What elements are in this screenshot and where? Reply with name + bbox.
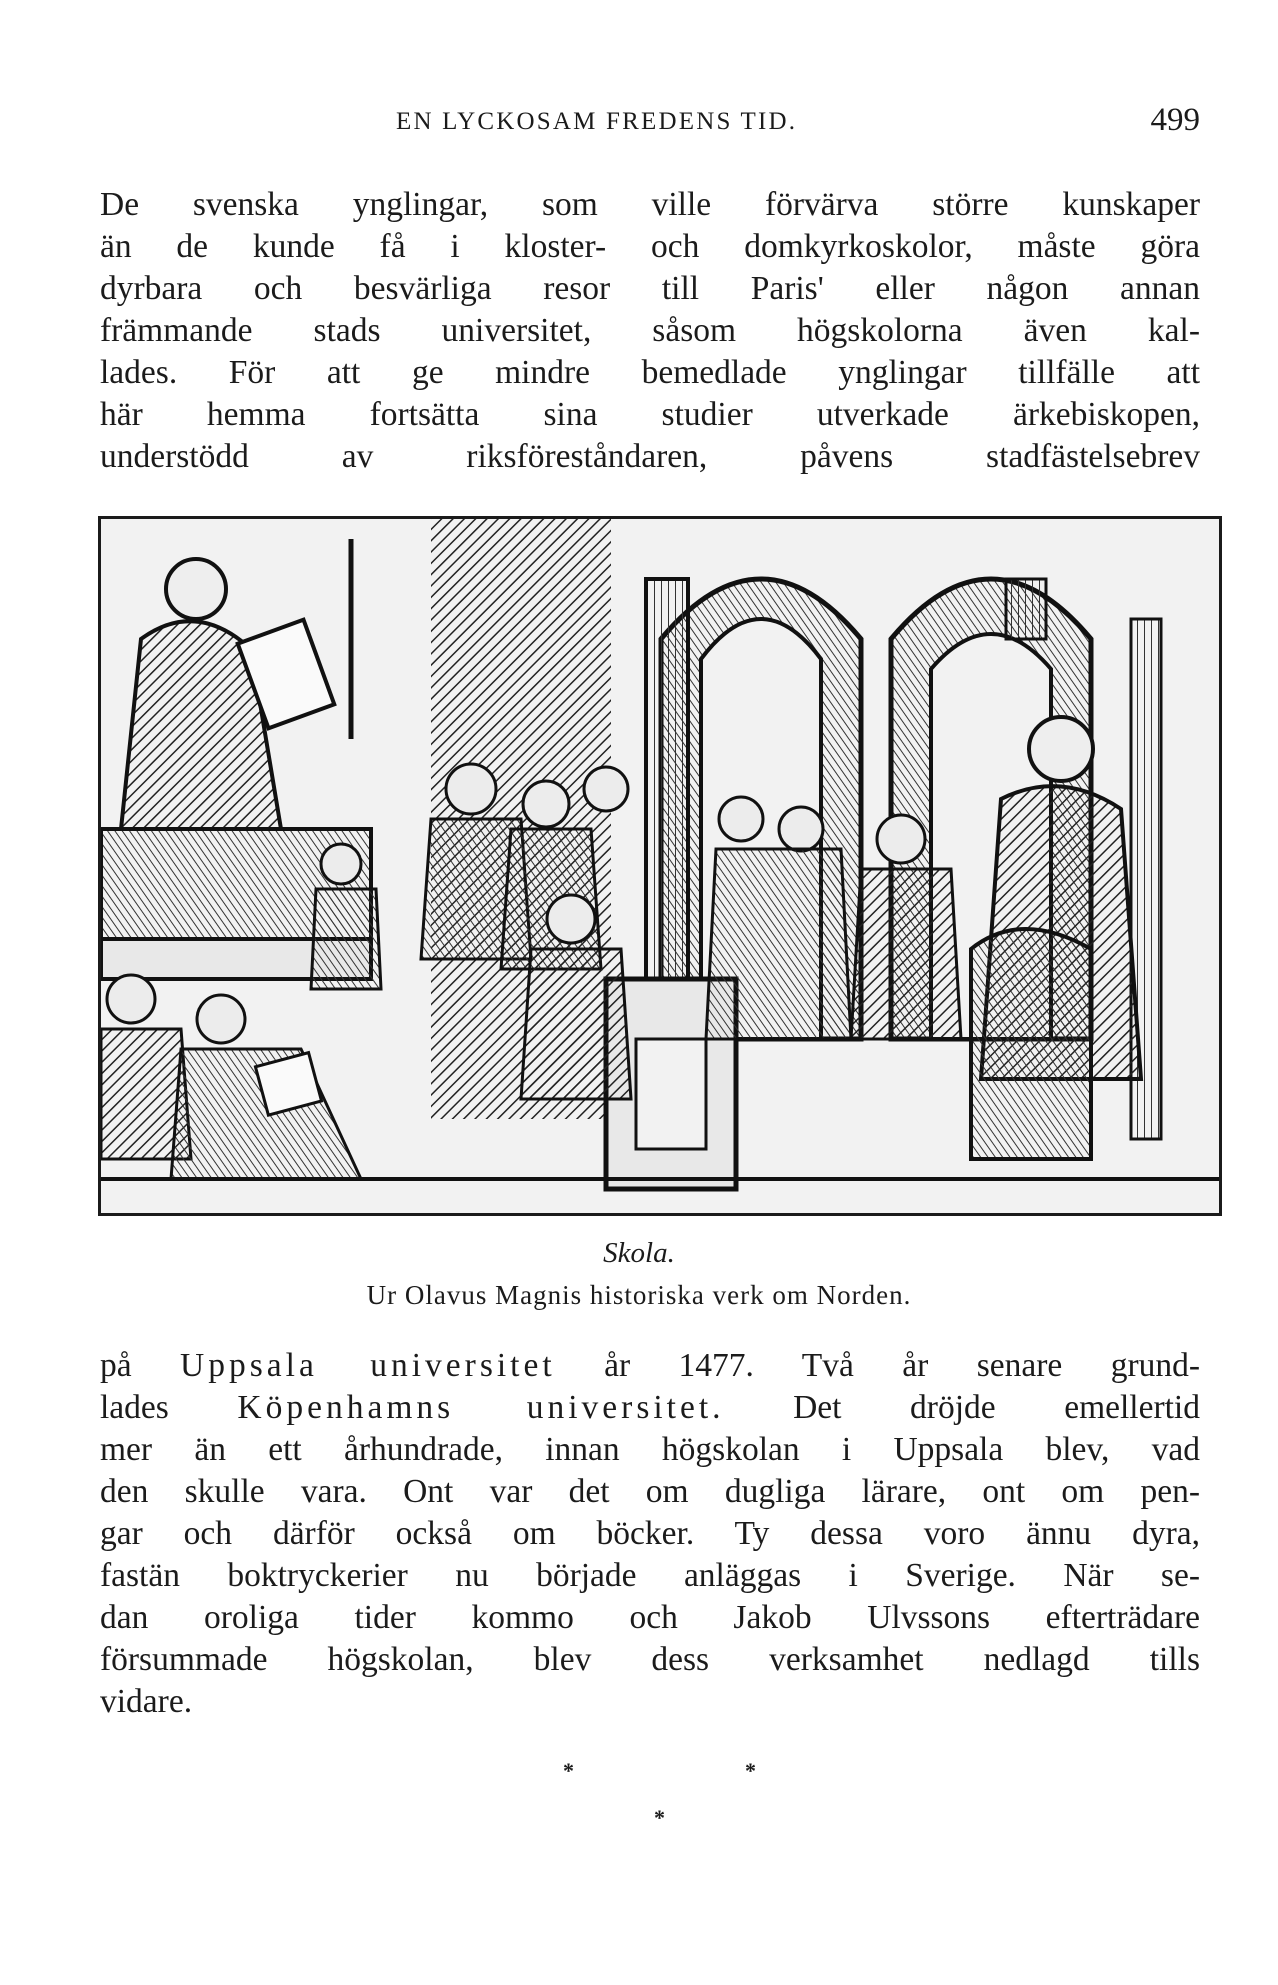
paragraph-2 [100,1345,1200,1723]
text-line: vidare. [100,1683,193,1720]
text-line [100,1345,1200,1387]
text-segment: år 1477. Två år senare grund- [555,1347,1201,1384]
figure-caption-title: Skola. [603,1237,675,1269]
spaced-emphasis: Uppsala universitet [180,1347,556,1384]
school-scene-drawing [101,519,1219,1213]
woodcut-illustration [98,516,1222,1216]
text-line: gar och därför också om böcker. Ty dessa voro ännu dyra, [100,1515,1200,1552]
text-line: fastän boktryckerier nu började anläggas i Sverige. När se- [100,1557,1200,1594]
page-header [100,102,1200,142]
text-line: understödd av riksföreståndaren, påvens stadfästelsebrev [100,438,1200,475]
text-line: lades. För att ge mindre bemedlade ynglingar tillfälle att [100,354,1200,391]
text-segment: Det dröjde emellertid [724,1389,1200,1426]
asterism-star: * [745,1758,756,1783]
text-line: främmande stads universitet, såsom högskolorna även kal- [100,312,1200,349]
spaced-emphasis: Köpenhamns universitet. [237,1389,725,1426]
text-line: här hemma fortsätta sina studier utverkade ärkebiskopen, [100,396,1200,433]
text-segment: på [100,1347,181,1384]
page-number: 499 [1150,102,1200,138]
text-segment: lades [100,1389,238,1426]
text-line: dan oroliga tider kommo och Jakob Ulvssons efterträdare [100,1599,1200,1636]
text-line: än de kunde få i kloster- och domkyrkoskolor, måste göra [100,228,1200,265]
text-line: De svenska ynglingar, som ville förvärva större kunskaper [100,186,1200,223]
text-line: försummade högskolan, blev dess verksamhet nedlagd tills [100,1641,1200,1678]
paragraph-1 [100,184,1200,478]
figure-caption-subtitle: Ur Olavus Magnis historiska verk om Norden. [366,1280,912,1310]
text-line: den skulle vara. Ont var det om dugliga lärare, ont om pen- [100,1473,1200,1510]
text-line: mer än ett århundrade, innan högskolan i Uppsala blev, vad [100,1431,1200,1468]
text-line: dyrbara och besvärliga resor till Paris' eller någon annan [100,270,1200,307]
asterism-star: * [563,1758,574,1783]
asterism-star: * [654,1805,665,1830]
text-line [100,1387,1200,1429]
running-title: EN LYCKOSAM FREDENS TID. [396,108,798,135]
